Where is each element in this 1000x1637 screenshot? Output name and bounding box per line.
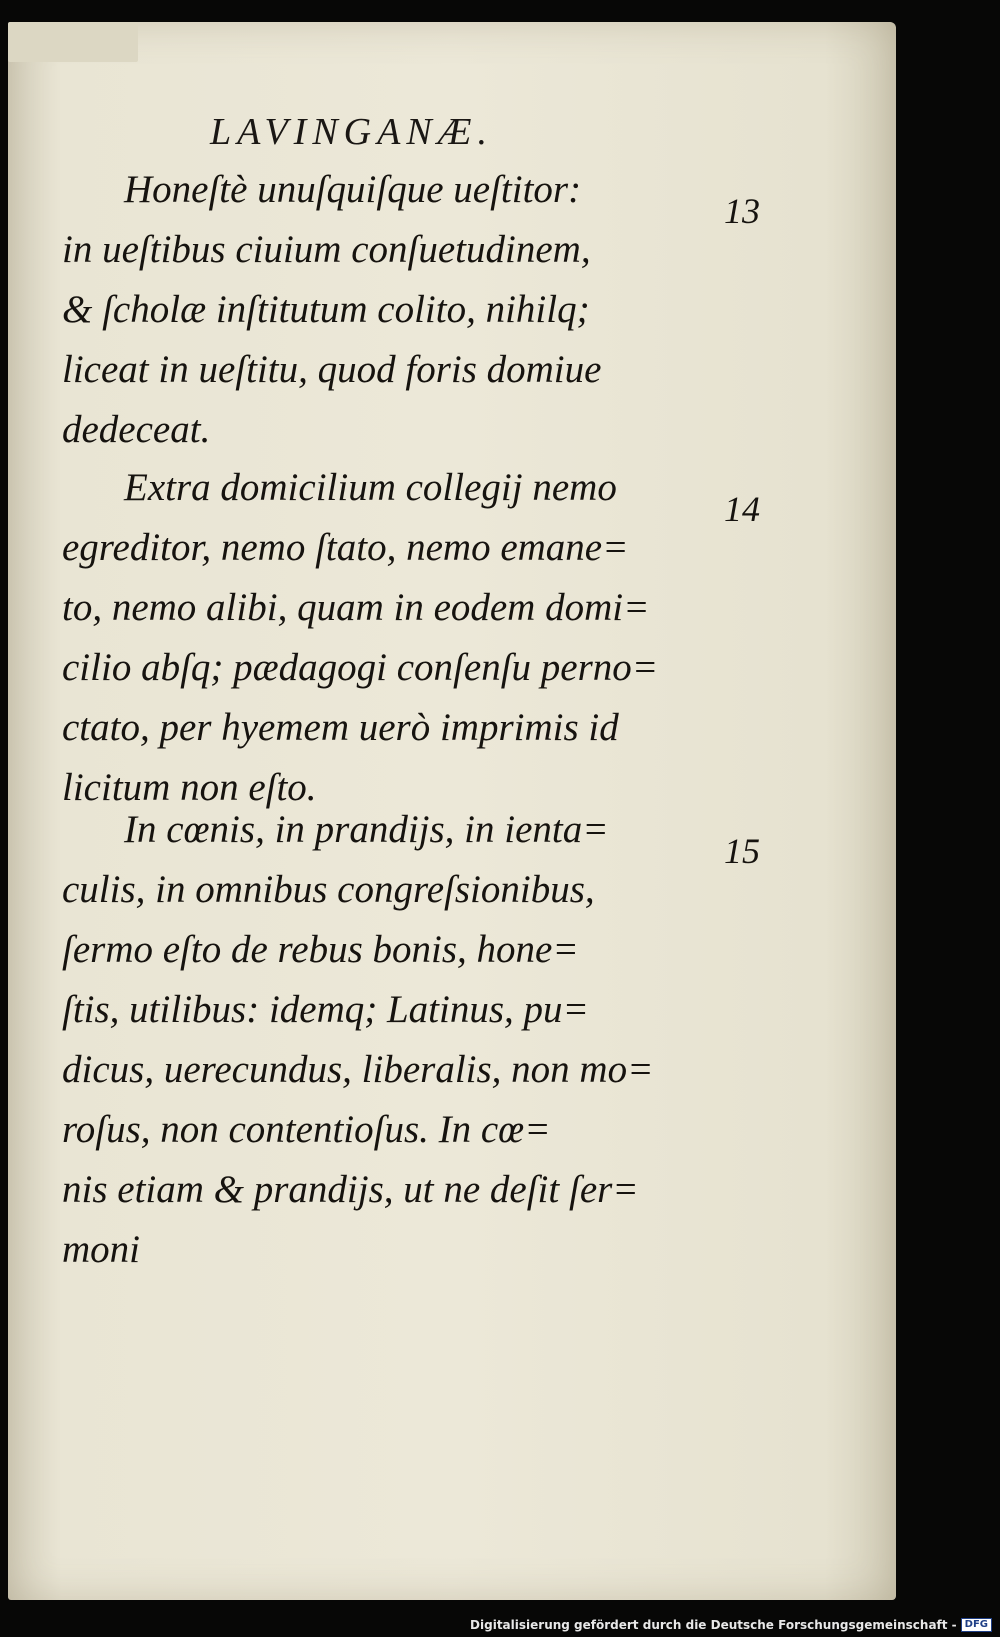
- page-tab-edge: [8, 22, 138, 62]
- text-line: culis, in omnibus congreſsionibus,: [62, 868, 595, 911]
- text-line: ctato, per hyemem uerò imprimis id: [62, 706, 619, 749]
- footer-text: Digitalisierung gefördert durch die Deutsche Forschungsgemeinschaft -: [470, 1618, 957, 1632]
- text-line: in ueſtibus ciuium conſuetudinem,: [62, 228, 591, 271]
- text-line: In cœnis, in prandijs, in ienta=: [124, 808, 609, 851]
- text-line: licitum non eſto.: [62, 766, 317, 809]
- section-number-14: 14: [724, 489, 760, 529]
- text-line: egreditor, nemo ſtato, nemo emane=: [62, 526, 629, 569]
- text-line: dedeceat.: [62, 408, 211, 451]
- text-line: liceat in ueſtitu, quod foris domiue: [62, 348, 602, 391]
- text-line: to, nemo alibi, quam in eodem domi=: [62, 586, 650, 629]
- text-line: & ſcholæ inſtitutum colito, nihilq;: [62, 288, 590, 331]
- text-line: roſus, non contentioſus. In cœ=: [62, 1108, 551, 1151]
- text-line: nis etiam & prandijs, ut ne deſit ſer=: [62, 1168, 639, 1211]
- digitization-footer: [470, 1618, 992, 1632]
- catchword: moni: [62, 1228, 140, 1271]
- paragraph-15: [62, 800, 690, 1280]
- text-line: cilio abſq; pædagogi conſenſu perno=: [62, 646, 659, 689]
- text-line: Extra domicilium collegij nemo: [124, 466, 617, 509]
- paragraph-14: [62, 458, 690, 818]
- section-number-13: 13: [724, 191, 760, 231]
- text-line: ſermo eſto de rebus bonis, hone=: [62, 928, 579, 971]
- running-head: LAVINGANÆ.: [210, 111, 493, 153]
- section-number-15: 15: [724, 831, 760, 871]
- text-line: dicus, uerecundus, liberalis, non mo=: [62, 1048, 654, 1091]
- text-line: ſtis, utilibus: idemq; Latinus, pu=: [62, 988, 589, 1031]
- dfg-logo: DFG: [961, 1618, 992, 1632]
- text-line: Honeſtè unuſquiſque ueſtitor:: [124, 168, 582, 211]
- paragraph-13: [62, 160, 690, 460]
